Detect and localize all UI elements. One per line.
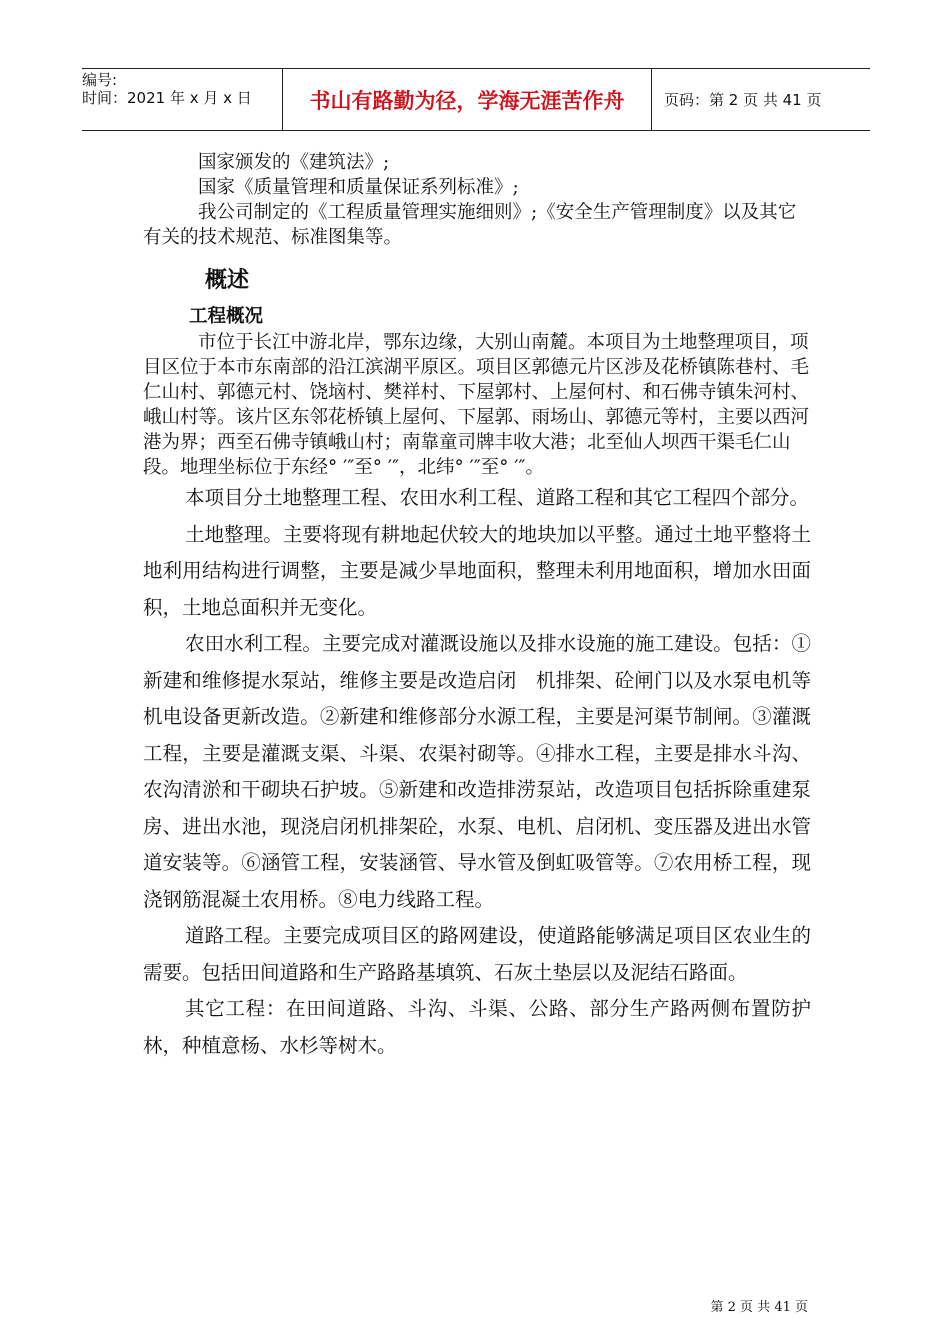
document-body (143, 150, 811, 1064)
header-page-number: 页码：第 2 页 共 41 页 (664, 91, 822, 109)
reference-line: 我公司制定的《工程质量管理实施细则》;《安全生产管理制度》以及其它有关的技术规范、标准图集等。 (143, 202, 797, 248)
reference-line: 国家《质量管理和质量保证系列标准》; (198, 177, 519, 198)
reference-line: 国家颁发的《建筑法》; (198, 152, 390, 173)
section-title: 概述 (205, 268, 250, 293)
page-header (82, 68, 870, 131)
body-paragraph: 道路工程。主要完成项目区的路网建设，使道路能够满足项目区农业生的需要。包括田间道路和生产路路基填筑、石灰土垫层以及泥结石路面。 (143, 924, 811, 984)
body-paragraph: 其它工程：在田间道路、斗沟、斗渠、公路、部分生产路两侧布置防护林，种植意杨、水杉等树木。 (143, 997, 811, 1057)
date-label: 时间：2021 年 x 月 x 日 (82, 89, 252, 107)
page-footer: 第 2 页 共 41 页 (710, 1300, 808, 1315)
body-paragraph: 土地整理。主要将现有耕地起伏较大的地块加以平整。通过土地平整将土地利用结构进行调整，主要是减少旱地面积，整理未利用地面积，增加水田面积，土地总面积并无变化。 (143, 522, 811, 619)
body-paragraph: 本项目分土地整理工程、农田水利工程、道路工程和其它工程四个部分。 (185, 486, 810, 509)
number-label: 编号: (82, 71, 118, 89)
overview-paragraph: 市位于长江中游北岸，鄂东边缘，大别山南麓。本项目为土地整理项目，项目区位于本市东南部的沿江滨湖平原区。项目区郭德元片区涉及花桥镇陈巷村、毛仁山村、郭德元村、饶垴村、樊祥村、下屋郭村、上屋何村、和石佛寺镇朱河村、峨山村等。该片区东邻花桥镇上屋何、下屋郭、雨场山、郭德元等村，主要以西河港为界；西至石佛寺镇峨山村；南靠童司牌丰收大港；北至仙人坝西干渠毛仁山段。地理坐标位于东经° ′″至° ′″，北纬° ′″至° ′″。 (143, 332, 810, 478)
header-motto: 书山有路勤为径，学海无涯苦作舟 (282, 69, 652, 130)
header-meta (82, 69, 282, 130)
body-paragraph: 农田水利工程。主要完成对灌溉设施以及排水设施的施工建设。包括：①新建和维修提水泵站，维修主要是改造启闭 机排架、砼闸门以及水泵电机等机电设备更新改造。②新建和维修部分水源工程，主要是河渠节制闸。③灌溉工程，主要是灌溉支渠、斗渠、农渠衬砌等。④排水工程，主要是排水斗沟、农沟清淤和干砌块石护坡。⑤新建和改造排涝泵站，改造项目包括拆除重建泵房、进出水池，现浇启闭机排架砼，水泵、电机、启闭机、变压器及进出水管道安装等。⑥涵管工程，安装涵管、导水管及倒虹吸管等。⑦农用桥工程，现浇钢筋混凝土农用桥。⑧电力线路工程。 (143, 632, 811, 911)
subsection-title: 工程概况 (189, 306, 264, 327)
